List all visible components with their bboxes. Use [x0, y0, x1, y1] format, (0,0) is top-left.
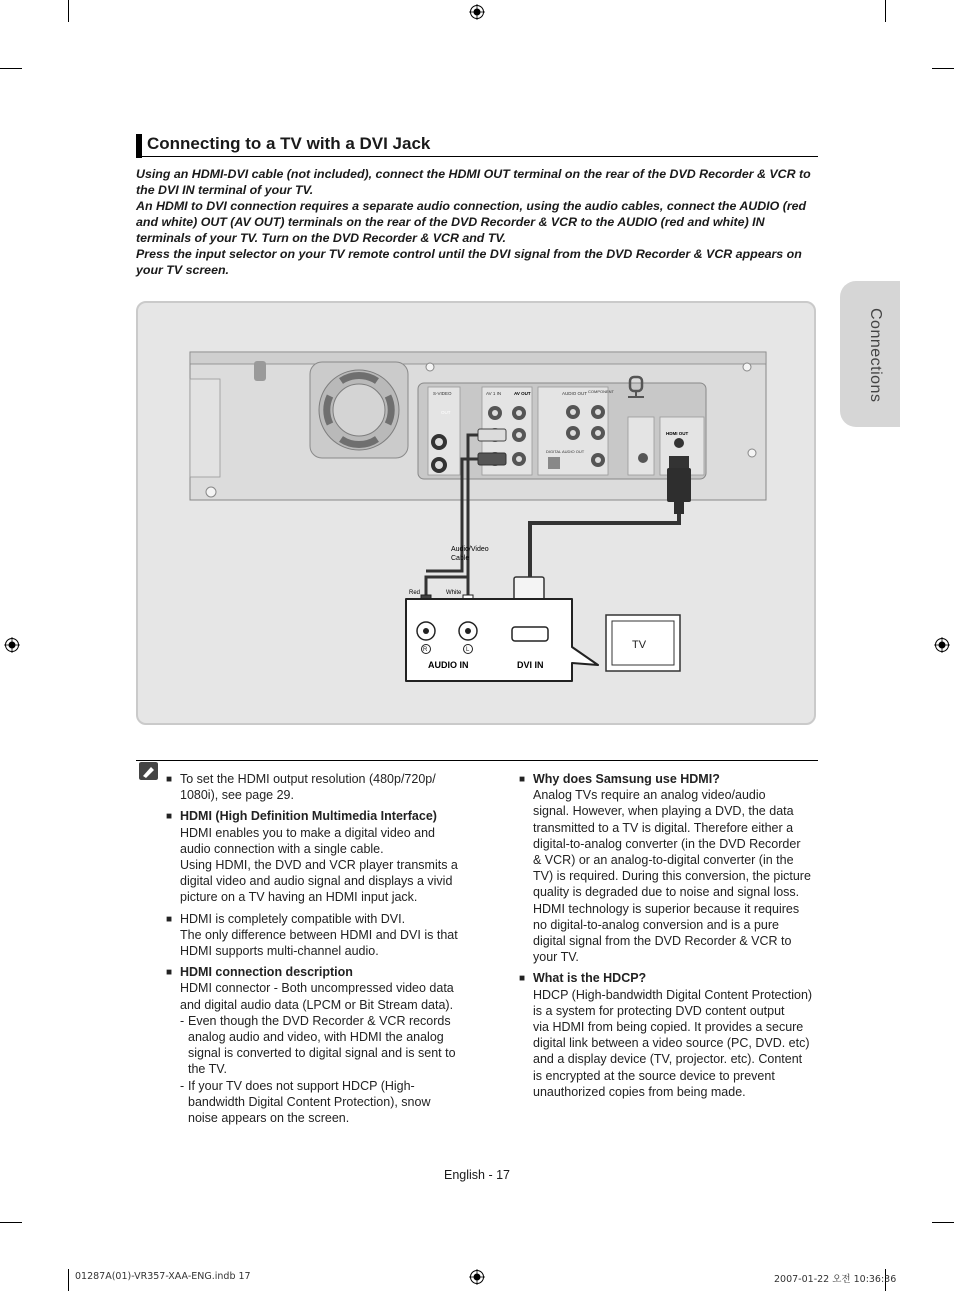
fan-icon [310, 362, 408, 458]
s-video-label: S-VIDEO [433, 391, 452, 396]
intro-text [136, 166, 820, 278]
hdmi-out-label: HDMI OUT [666, 431, 689, 436]
note-item: ■ Why does Samsung use HDMI? Analog TVs require an analog video/audio signal. However, when playing a DVD, the data transmitted to a TV is digital. Therefore either a digital-to-analog converter (in the DVD Recorder & VCR) or an analog-to-digital converter (in the TV) is required. During this conversion, the picture quality is degraded due to noise and signal loss. HDMI technology is superior because it requires no digital-to-analog conversion and is a pure digital signal from the DVD Recorder & VCR to your TV. [519, 772, 811, 965]
registration-mark-icon [469, 1269, 485, 1285]
crop-mark [932, 68, 954, 69]
connection-diagram-illustration [136, 301, 816, 725]
note-item: ■ HDMI is completely compatible with DVI. The only difference between HDMI and DVI is that HDMI supports multi-channel audio. [166, 911, 458, 959]
crop-mark [68, 0, 69, 22]
tv-input-panel [406, 599, 598, 681]
print-slug: 01287A(01)-VR357-XAA-ENG.indb 17 [75, 1271, 251, 1282]
note-subitem: - Even though the DVD Recorder & VCR records analog audio and video, with HDMI the analog signal is converted to digital signal and is sent to the TV. [180, 1013, 456, 1077]
out-label: OUT [441, 410, 451, 415]
av-in-label: AV 1 IN [486, 391, 502, 396]
intro-paragraph: An HDMI to DVI connection requires a separate audio connection, using the audio cables, connect the AUDIO (red and white) OUT (AV OUT) terminals on the rear of the DVD Recorder & VCR to the AUDIO (red and white) IN terminals of your TV. Turn on the DVD Recorder & VCR and TV. [136, 199, 807, 245]
white-label: White [446, 590, 462, 596]
page-title: Connecting to a TV with a DVI Jack [147, 134, 431, 153]
av-out-label: AV OUT [514, 391, 531, 396]
notes-rule [136, 760, 818, 761]
heading-bar [136, 134, 142, 158]
note-item: ■ To set the HDMI output resolution (480p/720p/ 1080i), see page 29. [166, 772, 436, 803]
hdmi-plug-icon [667, 456, 691, 514]
intro-paragraph: Using an HDMI-DVI cable (not included), connect the HDMI OUT terminal on the rear of the DVD Recorder & VCR to the DVI IN terminal of your TV. [136, 167, 811, 197]
intro-paragraph: Press the input selector on your TV remote control until the DVI signal from the DVD Recorder & VCR appears on your TV screen. [136, 247, 802, 277]
l-mark: L [466, 647, 470, 653]
component-label: COMPONENT [588, 389, 614, 394]
registration-mark-icon [469, 4, 485, 20]
note-subitem: - If your TV does not support HDCP (High- bandwidth Digital Content Protection), snow noise appears on the screen. [180, 1078, 431, 1126]
note-item: ■ What is the HDCP? HDCP (High-bandwidth Digital Content Protection) is a system for protecting DVD content output via HDMI from being copied. It provides a secure digital link between a video source (PC, DVD. etc) and a display device (TV, projector. etc). Content is encrypted at the source device to prevent unauthorized copies from being made. [519, 971, 813, 1099]
crop-mark [885, 0, 886, 22]
notes-left-column [166, 771, 470, 1131]
note-pencil-icon [139, 762, 158, 780]
tv-icon [606, 615, 680, 671]
registration-mark-icon [4, 637, 20, 653]
red-label: Red [409, 590, 421, 596]
crop-mark [0, 68, 22, 69]
section-tab [840, 281, 900, 427]
audio-out-label: AUDIO OUT [562, 391, 588, 396]
section-tab-label: Connections [867, 308, 884, 403]
crop-mark [0, 1222, 22, 1223]
page-number: English - 17 [443, 1168, 510, 1182]
crop-mark [68, 1269, 69, 1291]
tv-label: TV [632, 639, 647, 651]
heading-rule [136, 156, 818, 157]
crop-mark [932, 1222, 954, 1223]
r-mark: R [423, 647, 428, 653]
cable-label: Cable [451, 555, 470, 562]
registration-mark-icon [934, 637, 950, 653]
cable-label: Audio/Video [451, 546, 489, 553]
dvi-in-label: DVI IN [517, 660, 544, 670]
notes-right-column [519, 771, 821, 1105]
digital-audio-out-label: DIGITAL AUDIO OUT [546, 449, 585, 454]
audio-in-label: AUDIO IN [428, 660, 469, 670]
print-timestamp: 2007-01-22 오전 10:36:36 [774, 1274, 897, 1285]
note-item: ■ HDMI connection description HDMI connector - Both uncompressed video data and digital audio data (LPCM or Bit Stream data). - Even though the DVD Recorder & VCR records analog audio and video, with HDMI the analog signal is converted to digital signal and is sent to the TV. - If your TV does not support HDCP (High- bandwidth Digital Content Protection), snow noise appears on the screen. [166, 964, 470, 1126]
note-item: ■ HDMI (High Definition Multimedia Interface) HDMI enables you to make a digital video and audio connection with a single cable. Using HDMI, the DVD and VCR player transmits a digital video and audio signal and displays a vivid picture on a TV having an HDMI input jack. [166, 809, 458, 905]
